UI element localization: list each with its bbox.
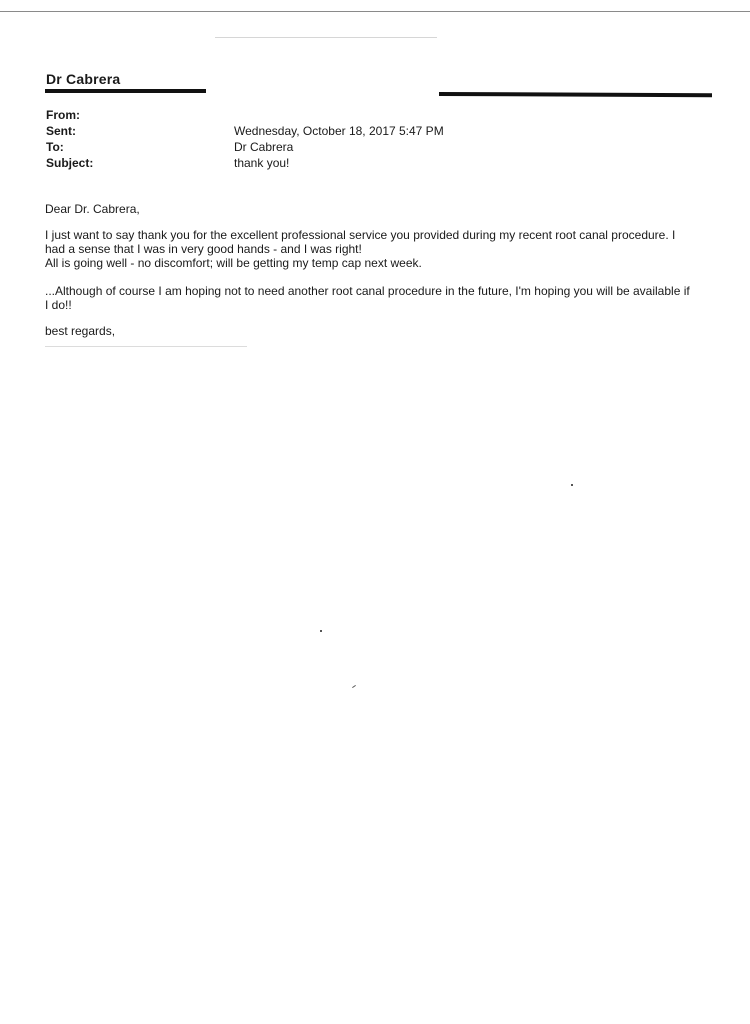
- email-meta-values: [234, 123, 444, 171]
- scan-speck: [320, 630, 322, 632]
- subject-value: thank you!: [234, 156, 290, 170]
- from-label: From:: [46, 108, 80, 122]
- header-rule-left: [45, 89, 206, 93]
- closing: best regards,: [45, 324, 116, 338]
- closing-underline: [45, 346, 247, 347]
- scan-speck: [571, 484, 573, 486]
- sent-label: Sent:: [46, 124, 76, 138]
- paragraph-1-line-2: had a sense that I was in very good hands - and I was right!: [45, 242, 362, 256]
- scan-speck: [352, 685, 356, 688]
- paragraph-2-line-1: ...Although of course I am hoping not to need another root canal procedure in the future, I'm hoping you will be available if: [45, 284, 690, 298]
- subject-label: Subject:: [46, 156, 94, 170]
- salutation: Dear Dr. Cabrera,: [45, 202, 140, 216]
- letter-body: [45, 202, 725, 338]
- header-rule-right: [439, 92, 712, 97]
- to-label: To:: [46, 140, 64, 154]
- to-value: Dr Cabrera: [234, 140, 294, 154]
- paragraph-1-line-3: All is going well - no discomfort; will be getting my temp cap next week.: [45, 256, 422, 270]
- paragraph-1-line-1: I just want to say thank you for the excellent professional service you provided during my recent root canal procedure. I: [45, 228, 676, 242]
- scan-top-edge: [0, 11, 750, 12]
- scan-faint-line: [215, 37, 437, 38]
- email-meta-labels: [46, 107, 93, 171]
- sent-value: Wednesday, October 18, 2017 5:47 PM: [234, 124, 444, 138]
- paragraph-2-line-2: I do!!: [45, 298, 72, 312]
- document-header-name: Dr Cabrera: [46, 71, 121, 87]
